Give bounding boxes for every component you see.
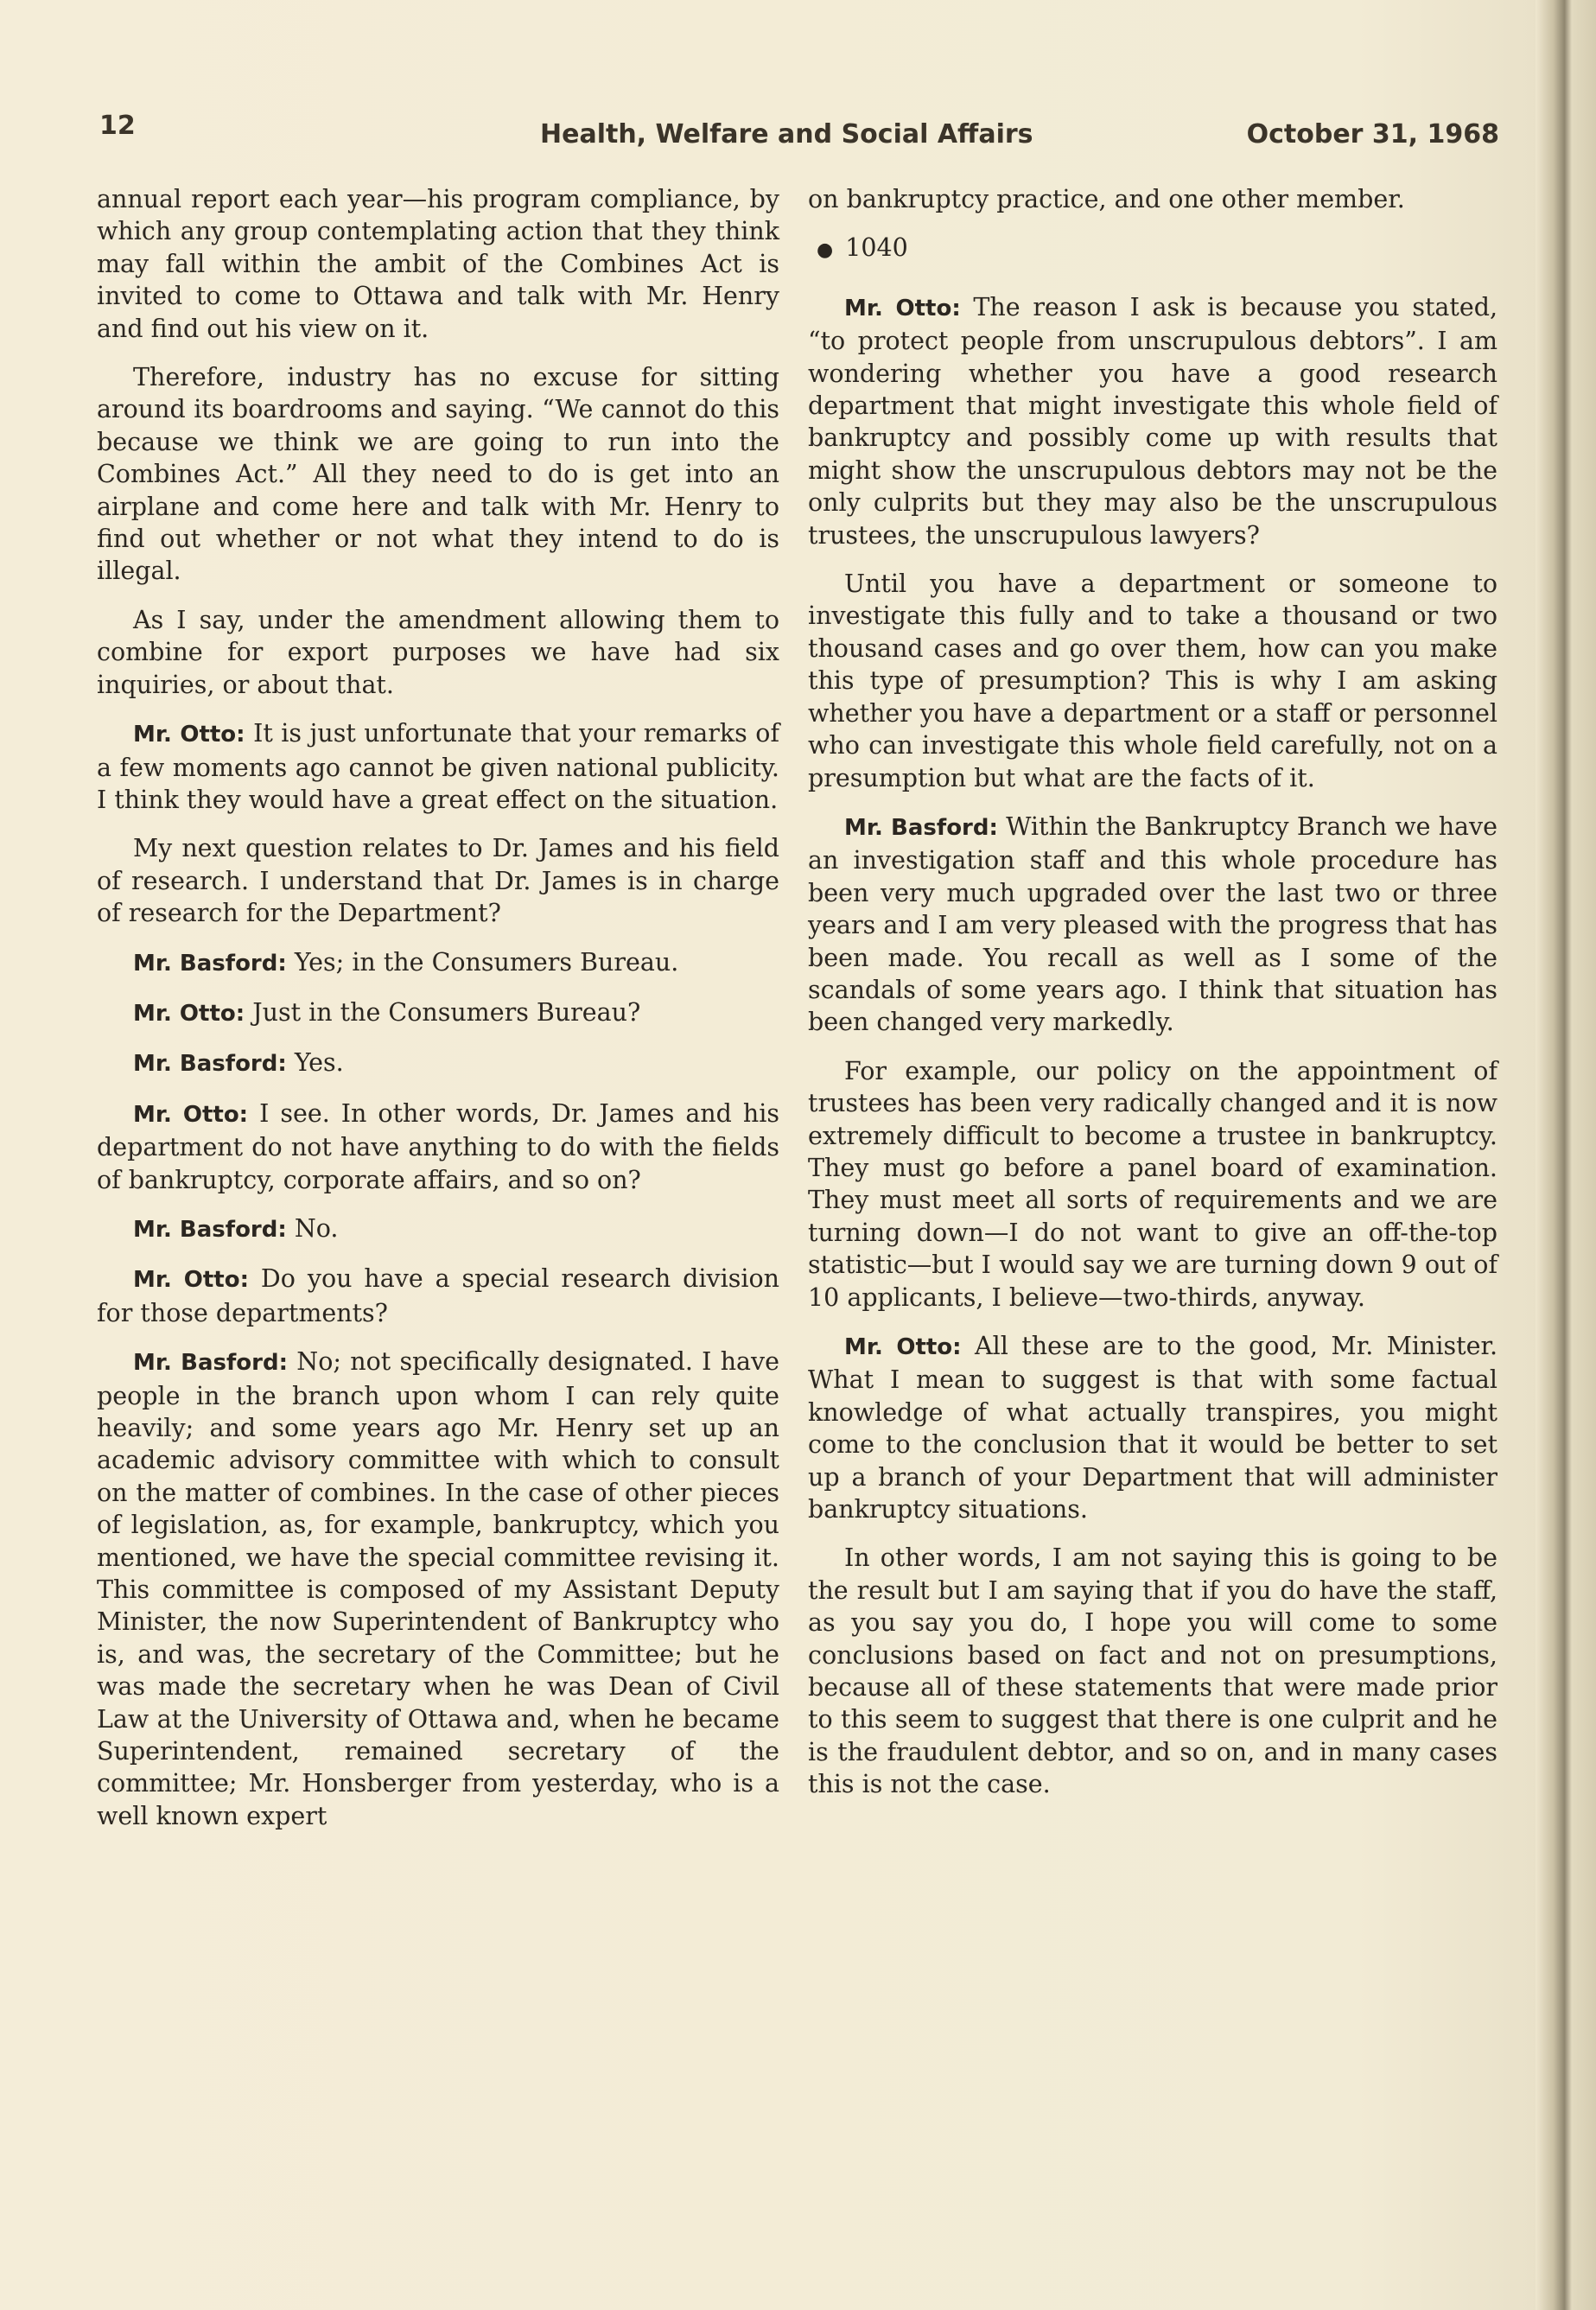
- paragraph: [808, 1542, 1497, 1800]
- bullet-icon: ●: [817, 239, 834, 262]
- paragraph-text: Therefore, industry has no excuse for sitting around its boardrooms and saying. “We cannot do this because we think we are going to run into the Combines Act.” All they need to do is get into an airplane and come here and talk with Mr. Henry to find out whether or not what they intend to do is illegal.: [97, 363, 779, 586]
- paragraph-text: It is just unfortunate that your remarks of a few moments ago cannot be given national publicity. I think they would have a great effect on the situation.: [97, 719, 779, 814]
- speaker-name: Mr. Otto:: [844, 295, 961, 321]
- paragraph-text: No.: [294, 1213, 339, 1243]
- header-date: October 31, 1968: [1246, 119, 1499, 150]
- left-column: [97, 183, 779, 1849]
- paragraph: [808, 1330, 1497, 1525]
- speaker-name: Mr. Basford:: [133, 1216, 287, 1243]
- paragraph-text: No; not specifically designated. I have people in the branch upon whom I can rely quite heavily; and some years ago Mr. Henry set up an academic advisory committee with which to consult on the matter of combines. In the case of other pieces of legislation, as, for example, bankruptcy, which you mentioned, we have the special committee revising it. This committee is composed of my Assistant Deputy Minister, the now Superintendent of Bankruptcy who is, and was, the secretary of the Committee; but he was made the secretary when he was Dean of Civil Law at the University of Ottawa and, when he became Superintendent, remained secretary of the committee; Mr. Honsberger from yesterday, who is a well known expert: [97, 1347, 780, 1830]
- paragraph-text: As I say, under the amendment allowing them to combine for export purposes we have had six inquiries, or about that.: [97, 605, 779, 699]
- speaker-name: Mr. Otto:: [133, 1000, 245, 1027]
- paragraph-text: annual report each year—his program compliance, by which any group contemplating action that they think may fall within the ambit of the Combines Act is invited to come to Ottawa and talk with Mr. Henry and find out his view on it.: [97, 185, 779, 343]
- speaker-name: Mr. Basford:: [133, 1350, 288, 1377]
- speaker-name: Mr. Otto:: [133, 722, 245, 748]
- running-title: Health, Welfare and Social Affairs: [540, 119, 1033, 150]
- paragraph-text: Until you have a department or someone to investigate this fully and to take a thousand or two thousand cases and go over them, how can you make this type of presumption? This is why I am asking whether you have a department or a staff or personnel who can investigate this whole field carefully, not on a presumption but what are the facts of it.: [808, 570, 1497, 792]
- speaker-name: Mr. Basford:: [844, 814, 998, 841]
- paragraph: [97, 1346, 779, 1832]
- paragraph: [97, 717, 779, 816]
- paragraph-text: Just in the Consumers Bureau?: [252, 997, 641, 1027]
- time-marker: [817, 232, 1497, 266]
- page-number: 12: [99, 111, 136, 141]
- paragraph-text: I see. In other words, Dr. James and his department do not have anything to do with the fields of bankruptcy, corporate affairs, and so on?: [97, 1098, 780, 1194]
- paragraph: [97, 996, 779, 1030]
- paragraph-text: My next question relates to Dr. James and his field of research. I understand that Dr. James is in charge of research for the Department?: [97, 834, 779, 928]
- speaker-name: Mr. Basford:: [133, 1051, 287, 1078]
- paragraph-text: In other words, I am not saying this is going to be the result but I am saying that if you do have the staff, as you say you do, I hope you will come to some conclusions based on fact and not on presumptions, because all of these statements that were made prior to this seem to suggest that there is one culprit and he is the fraudulent debtor, and so on, and in many cases this is not the case.: [808, 1543, 1497, 1799]
- speaker-name: Mr. Otto:: [133, 1267, 249, 1294]
- speaker-name: Mr. Basford:: [133, 950, 287, 977]
- paragraph: [97, 1047, 779, 1080]
- paragraph: [97, 361, 779, 588]
- speaker-name: Mr. Otto:: [844, 1334, 962, 1360]
- paragraph-text: on bankruptcy practice, and one other member.: [808, 185, 1405, 213]
- speaker-name: Mr. Otto:: [133, 1101, 249, 1128]
- paragraph: [97, 946, 779, 980]
- time-marker-text: 1040: [845, 233, 908, 263]
- right-column: [808, 183, 1497, 1817]
- book-spine-shadow: [1536, 0, 1596, 2310]
- paragraph-text: Yes; in the Consumers Bureau.: [294, 947, 679, 977]
- paragraph-text: Yes.: [294, 1048, 344, 1078]
- page-header: [99, 111, 1499, 154]
- paragraph-text: For example, our policy on the appointment of trustees has been very radically changed and it is now extremely difficult to become a trustee in bankruptcy. They must go before a panel board of examination. They must meet all sorts of requirements and we are turning down—I do not want to give an off-the-top statistic—but I would say we are turning down 9 out of 10 applicants, I believe—two-thirds, anyway.: [808, 1056, 1497, 1312]
- paragraph-text: Within the Bankruptcy Branch we have an investigation staff and this whole procedure has been very much upgraded over the last two or three years and I am very pleased with the progress that has been made. You recall as well as I some of the scandals of some years ago. I think that situation has been changed very markedly.: [808, 811, 1498, 1037]
- paragraph-text: All these are to the good, Mr. Minister. What I mean to suggest is that with some factual knowledge of what actually transpires, you might come to the conclusion that it would be better to set up a branch of your Department that will administer bankruptcy situations.: [808, 1332, 1497, 1524]
- paragraph: [808, 291, 1497, 551]
- paragraph: [808, 811, 1497, 1039]
- paragraph: [97, 1212, 779, 1246]
- paragraph: [97, 832, 779, 929]
- paragraph: [97, 604, 779, 701]
- paragraph: [97, 1098, 779, 1196]
- paragraph: [808, 183, 1497, 215]
- paragraph: [97, 183, 779, 345]
- paragraph-text: The reason I ask is because you stated, “to protect people from unscrupulous debtors”. I am wondering whether you have a good research department that might investigate this whole field of bankruptcy and possibly come up with results that might show the unscrupulous debtors may not be the only culprits but they may also be the unscrupulous trustees, the unscrupulous lawyers?: [808, 292, 1498, 550]
- paragraph: [97, 1263, 779, 1329]
- paragraph: [808, 568, 1497, 794]
- paragraph-text: Do you have a special research division for those departments?: [97, 1264, 780, 1327]
- paragraph: [808, 1055, 1497, 1314]
